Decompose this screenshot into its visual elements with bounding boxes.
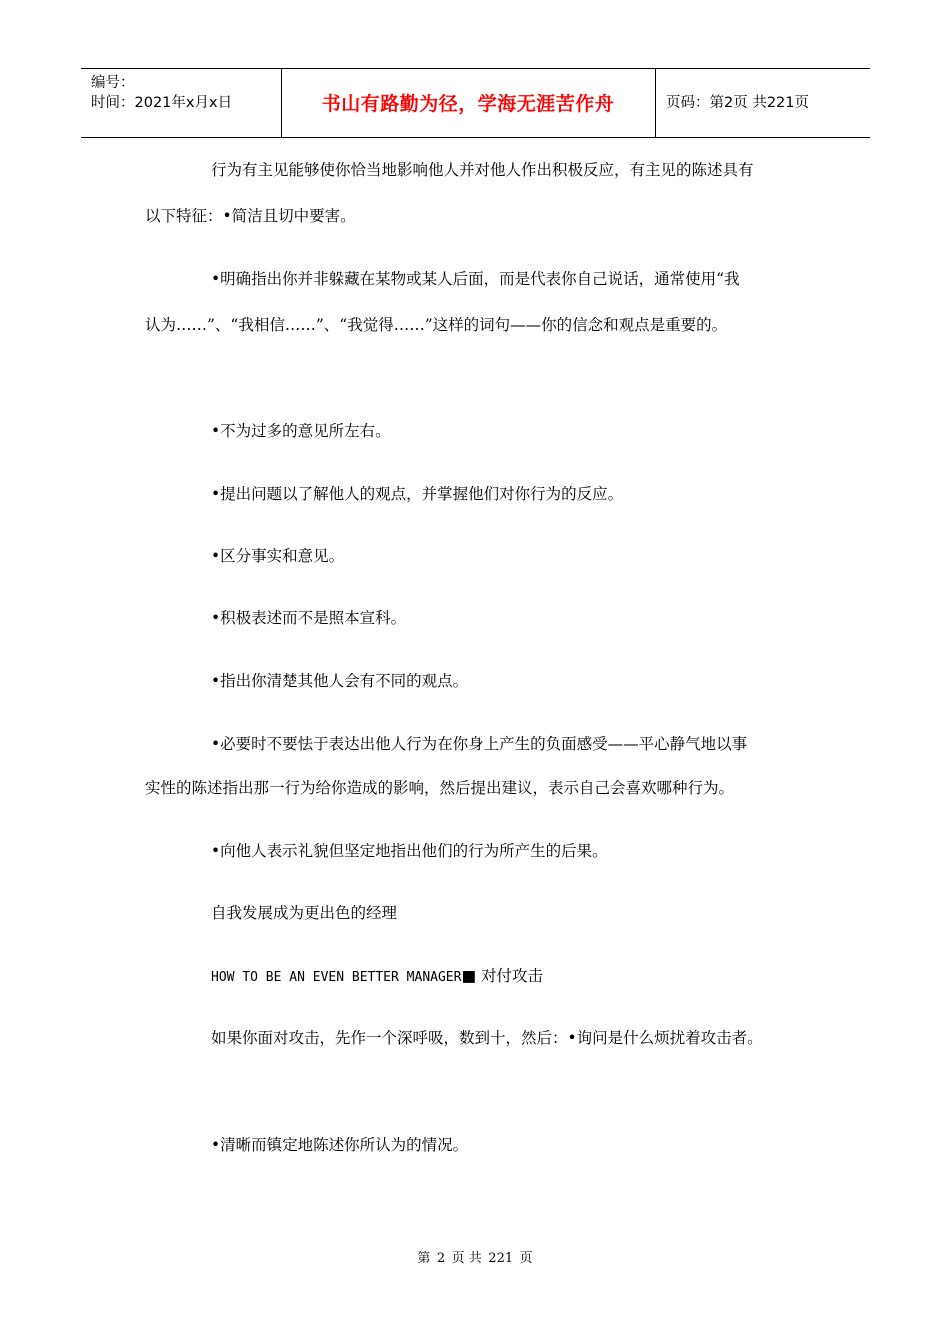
bullet-item: •明确指出你并非躲藏在某物或某人后面，而是代表你自己说话，通常使用“我 [211, 270, 740, 288]
footer-mid: 页 共 [451, 1251, 482, 1266]
paragraph-line: 实性的陈述指出那一行为给你造成的影响，然后提出建议，表示自己会喜欢哪种行为。 [145, 779, 735, 797]
page-header [81, 68, 870, 138]
paragraph-line: 认为……”、“我相信……”、“我觉得……”这样的词句——你的信念和观点是重要的。 [145, 316, 728, 334]
paragraph-line: 以下特征：•简洁且切中要害。 [145, 207, 356, 225]
bullet-item: •向他人表示礼貌但坚定地指出他们的行为所产生的后果。 [211, 842, 608, 860]
footer-total-pages: 221 [488, 1251, 514, 1266]
section-heading: 自我发展成为更出色的经理 [211, 904, 398, 922]
header-page-label: 页码：第2页 共221页 [666, 95, 810, 111]
subsection-heading: ■ 对付攻击 [461, 967, 544, 985]
bullet-item: •不为过多的意见所左右。 [211, 422, 391, 440]
time-label: 时间：2021年x月x日 [91, 95, 233, 111]
page-footer [0, 1247, 950, 1266]
header-motto: 书山有路勤为径，学海无涯苦作舟 [321, 93, 615, 115]
footer-page-number: 2 [436, 1251, 446, 1266]
paragraph-line: 行为有主见能够使你恰当地影响他人并对他人作出积极反应，有主见的陈述具有 [211, 161, 754, 179]
english-heading: HOW TO BE AN EVEN BETTER MANAGER [211, 970, 462, 985]
bullet-item: •必要时不要怯于表达出他人行为在你身上产生的负面感受——平心静气地以事 [211, 735, 748, 753]
bullet-item: •指出你清楚其他人会有不同的观点。 [211, 672, 469, 690]
bullet-item: •积极表述而不是照本宣科。 [211, 609, 407, 627]
footer-suffix: 页 [519, 1251, 533, 1266]
bullet-item: •区分事实和意见。 [211, 547, 345, 565]
english-heading-line [211, 965, 543, 989]
header-divider [655, 69, 656, 137]
footer-prefix: 第 [417, 1251, 431, 1266]
header-meta [91, 73, 232, 113]
number-label: 编号： [91, 75, 135, 91]
bullet-item: •提出问题以了解他人的观点，并掌握他们对你行为的反应。 [211, 485, 624, 503]
bullet-item: •清晰而镇定地陈述你所认为的情况。 [211, 1136, 469, 1154]
paragraph-line: 如果你面对攻击，先作一个深呼吸，数到十，然后：•询问是什么烦扰着攻击者。 [211, 1029, 763, 1047]
